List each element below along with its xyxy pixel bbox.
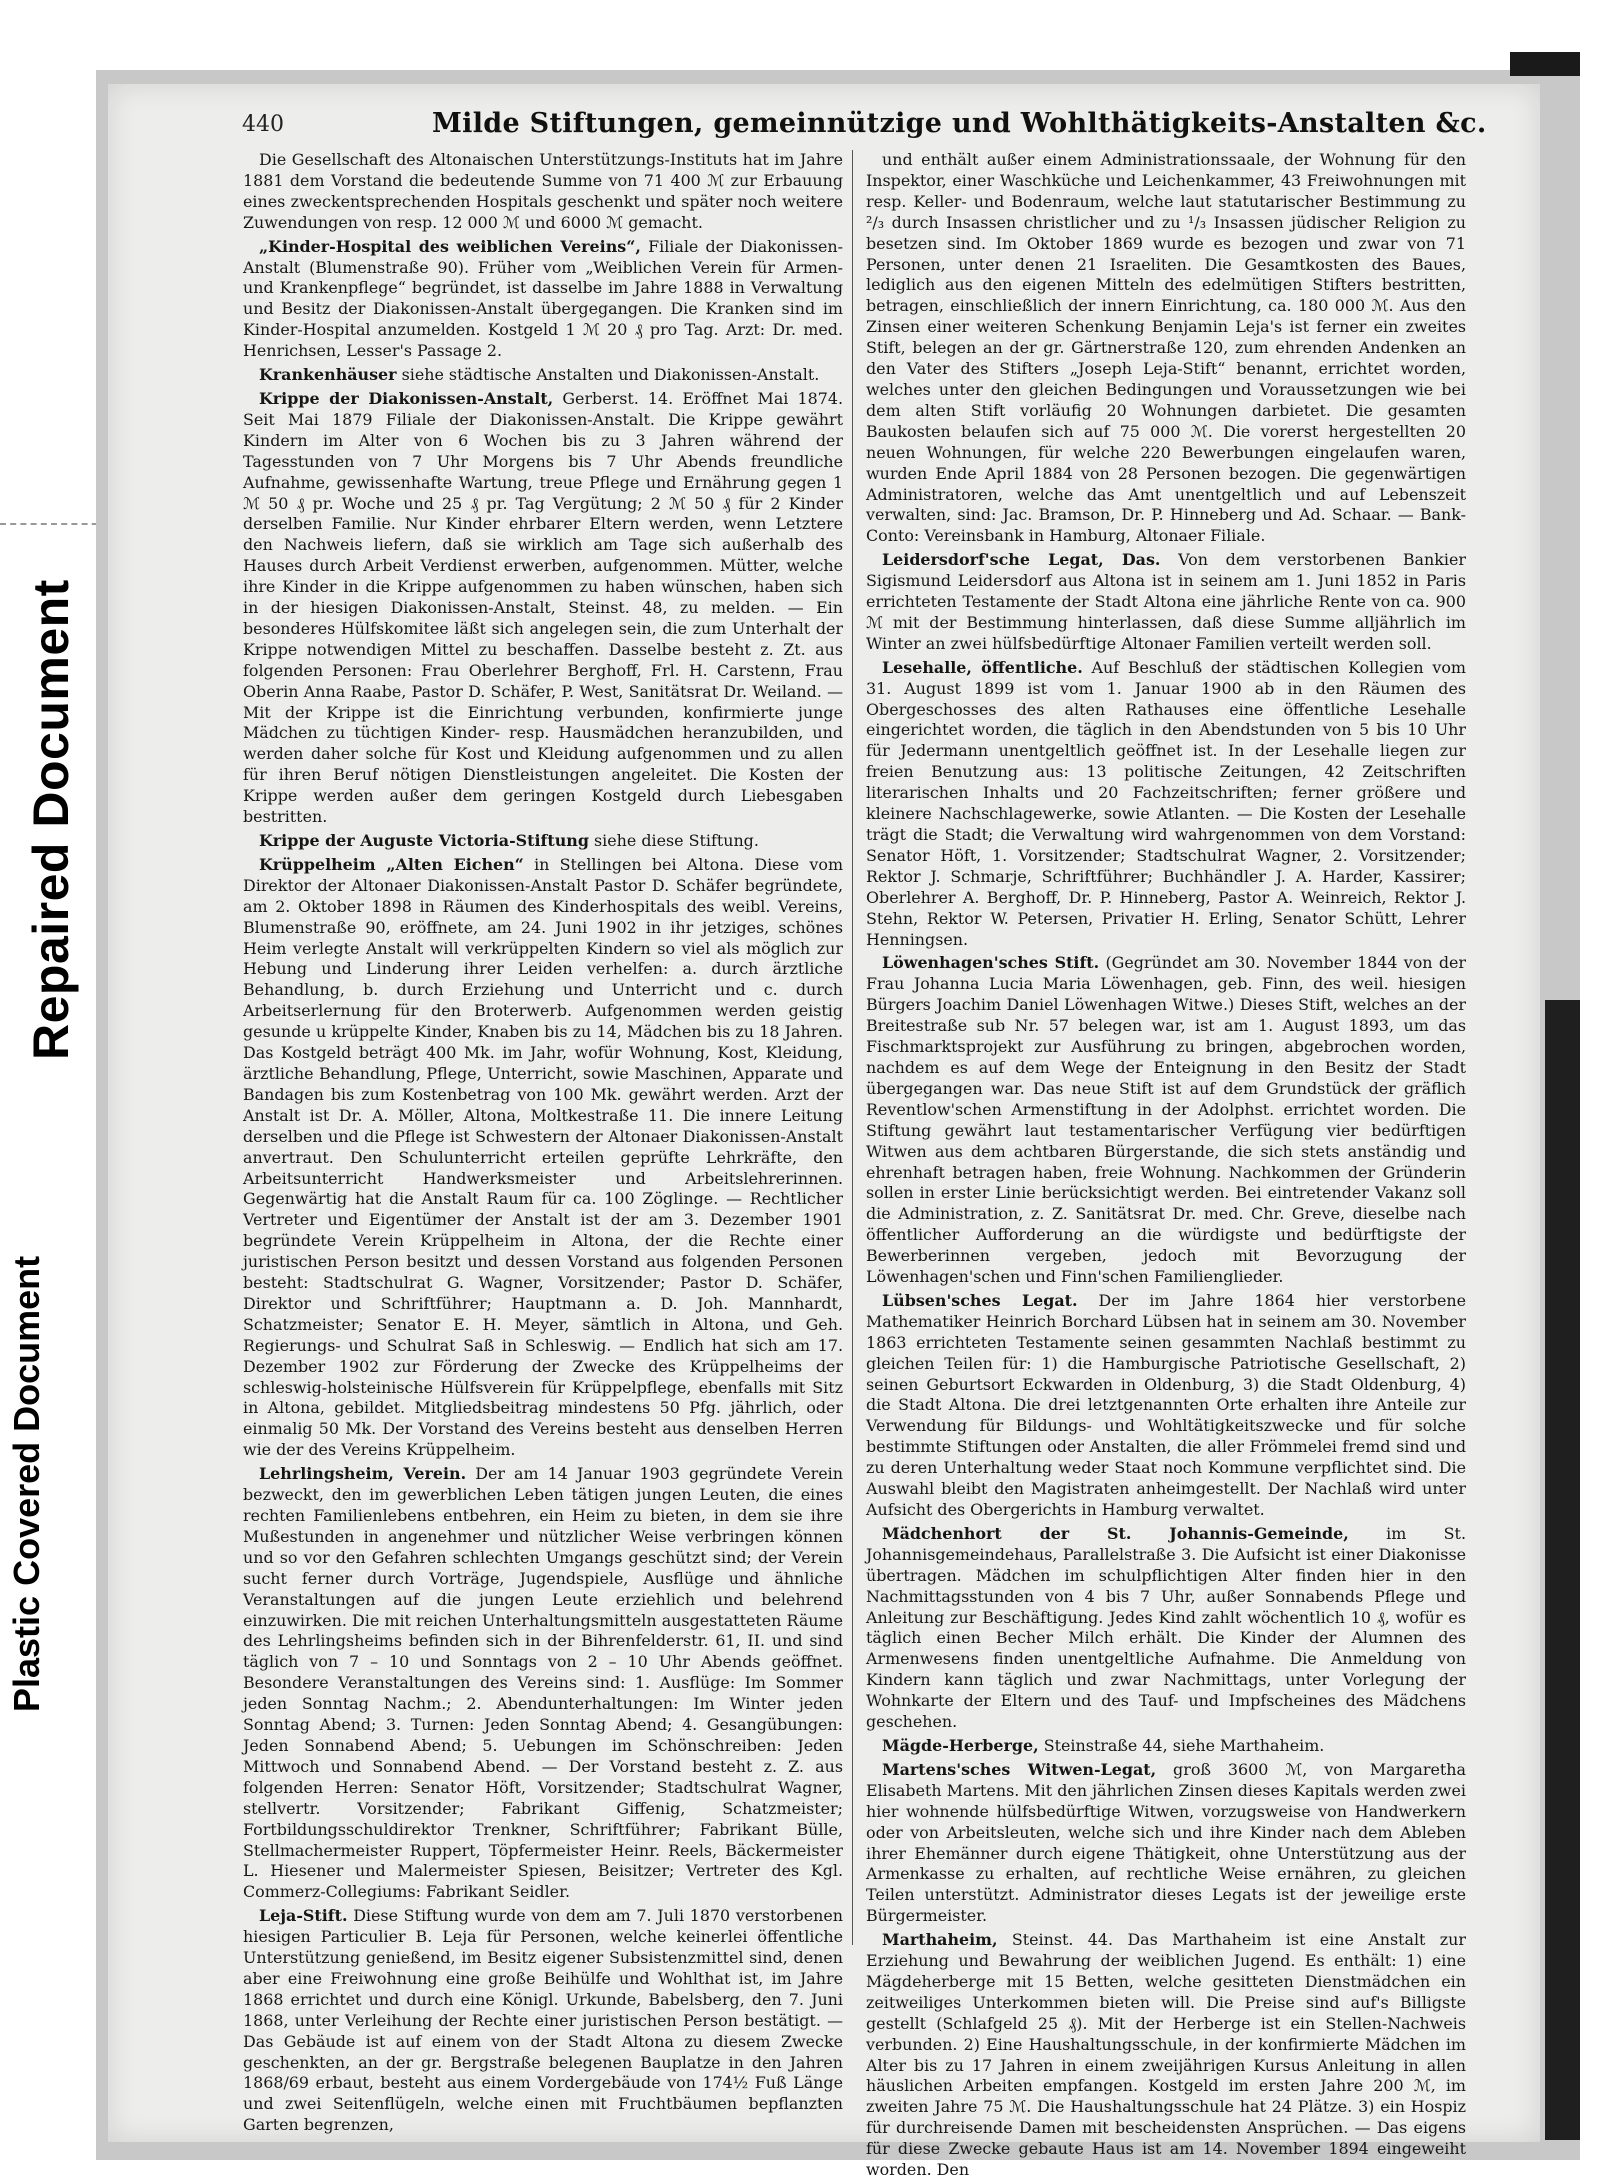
plastic-covered-document-label: Plastic Covered Document	[6, 1255, 47, 1712]
entry-text: Steinst. 44. Das Marthaheim ist eine Anstalt zur Erziehung und Bewahrung der weiblichen Jugend. Es enthält: 1) eine Mägdeherberge mit 15 Betten, welche gesitteten Dienstmädchen ein zeitweiliges Unterkommen bieten will. Die Preise sind auf's Billigste gestellt (Schlafgeld 25 ₰). Mit der Herberge ist ein Stellen-Nachweis verbunden. 2) Eine Haushaltungsschule, in der konfirmierte Mädchen im Alter bis zu 17 Jahren in einem zweijährigen Kursus Anleitung in allen häuslichen Arbeiten empfangen. Kostgeld im ersten Jahre 200 ℳ, im zweiten Jahre 75 ℳ. Die Haushaltungsschule hat 24 Plätze. 3) ein Hospiz für durchreisende Damen mit bescheidensten Ansprüchen. — Das eigens für diese Zwecke gebaute Haus ist am 14. November 1894 eingeweiht worden. Den	[866, 1930, 1466, 2180]
paragraph	[866, 150, 1466, 547]
column-divider	[852, 150, 853, 1945]
entry-text: Gerberst. 14. Eröffnet Mai 1874. Seit Mai 1879 Filiale der Diakonissen-Anstalt. Die Krippe gewährt Kindern im Alter von 6 Wochen bis zu 3 Jahren während der Tagesstunden von 7 Uhr Morgens bis 7 Uhr Abends freundliche Aufnahme, gewissenhafte Wartung, treue Pflege und Ernährung gegen 1 ℳ 50 ₰ pr. Woche und 25 ₰ pr. Tag Vergütung; 2 ℳ 50 ₰ für 2 Kinder derselben Familie. Nur Kinder ehrbarer Eltern werden, wenn Letztere den Nachweis liefern, daß sie wirklich am Tage sich außerhalb des Hauses durch Arbeit Verdienst erwerben, aufgenommen. Mütter, welche ihre Kinder in die Krippe aufgenommen zu haben wünschen, haben sich in der hiesigen Diakonissen-Anstalt, Steinst. 48, zu melden. — Ein besonderes Hülfskomitee läßt sich angelegen sein, die zum Unterhalt der Krippe notwendigen Mittel zu beschaffen. Dasselbe besteht z. Zt. aus folgenden Personen: Frau Oberlehrer Berghoff, Frl. H. Carstenn, Frau Oberin Anna Raabe, Pastor D. Schäfer, P. West, Sanitätsrat Dr. Weiland. — Mit der Krippe ist die Einrichtung verbunden, konfirmierte junge Mädchen zu tüchtigen Kinder- resp. Hausmädchen heranzubilden, und werden daher solche für Kost und Kleidung aufgenommen und zu allen für ihren Beruf nötigen Dienstleistungen angeleitet. Die Kosten der Krippe werden außer dem geringen Kostgeld durch Liebesgaben bestritten.	[243, 388, 843, 827]
right-text-column	[866, 150, 1466, 2184]
paragraph	[243, 1906, 843, 2136]
entry-heading: Leidersdorf'sche Legat, Das.	[882, 550, 1161, 570]
paragraph	[243, 831, 843, 852]
paragraph	[243, 237, 843, 362]
entry-text: groß 3600 ℳ, von Margaretha Elisabeth Martens. Mit den jährlichen Zinsen dieses Kapitals werden zwei hier wohnende hülfsbedürftige Witwen, vorzugsweise von Handwerkern oder von Arbeitsleuten, welche sich und ihre Kinder nach dem Ableben ihrer Ehemänner durch eigene Thätigkeit, ohne Unterstützung aus der Armenkasse zu erhalten, auf rechtliche Weise ernähren, zu gleichen Teilen unterstützt. Administrator dieses Legats ist der jeweilige erste Bürgermeister.	[866, 1759, 1466, 1926]
entry-heading: Lesehalle, öffentliche.	[882, 657, 1083, 677]
paragraph	[243, 365, 843, 386]
paragraph	[243, 855, 843, 1461]
paragraph	[866, 1930, 1466, 2181]
entry-heading: Krippe der Auguste Victoria-Stiftung	[259, 831, 589, 850]
entry-heading: Krüppelheim „Alten Eichen“	[259, 854, 524, 874]
entry-heading: Leja-Stift.	[259, 1906, 348, 1926]
entry-heading: „Kinder-Hospital des weiblichen Vereins“,	[259, 236, 641, 256]
paragraph	[866, 1760, 1466, 1927]
scan-edge-shadow	[1510, 52, 1580, 76]
running-title: Milde Stiftungen, gemeinnützige und Wohlthätigkeits-Anstalten &c.	[432, 108, 1487, 139]
entry-heading: Marthaheim,	[882, 1930, 998, 1950]
paragraph	[866, 658, 1466, 951]
entry-heading: Krankenhäuser	[259, 365, 397, 385]
paragraph	[866, 1736, 1466, 1757]
paragraph	[866, 550, 1466, 655]
entry-text: Der am 14 Januar 1903 gegründete Verein bezweckt, den im gewerblichen Leben tätigen jungen Leuten, die eines rechten Familienlebens entbehren, ein Heim zu bieten, in dem sie ihre Mußestunden in angenehmer und nützlicher Weise verbringen können und so vor den Gefahren schlechten Umgangs geschützt sind; der Verein sucht ferner durch Vorträge, Jugendspiele, Ausflüge und ähnliche Veranstaltungen auf die jungen Leute erziehlich und belehrend einzuwirken. Die mit reichen Unterhaltungsmitteln ausgestatteten Räume des Lehrlingsheims befinden sich in der Bihrenfelderstr. 61, II. und sind täglich von 7 – 10 und Sonntags von 2 – 10 Uhr Abends geöffnet. Besondere Veranstaltungen des Vereins sind: 1. Ausflüge: Im Sommer jeden Sonntag Nachm.; 2. Abendunterhaltungen: Im Winter jeden Sonntag Abend; 3. Turnen: Jeden Sonntag Abend; 4. Gesangübungen: Jeden Sonnabend Abend; 5. Uebungen im Schönschreiben: Jeden Mittwoch und Sonnabend Abend. — Der Vorstand besteht z. Z. aus folgenden Herren: Senator Höft, Vorsitzender; Stadtschulrat Wagner, stellvertr. Vorsitzender; Fabrikant Giffenig, Schatzmeister; Fortbildungsschuldirektor Trenkner, Schriftführer; Fabrikant Bülle, Stellmachermeister Ruppert, Töpfermeister Heinr. Reels, Bäckermeister L. Hiesener und Malermeister Spiesen, Beisitzer; Vertreter des Kgl. Commerz-Collegiums: Fabrikant Seidler.	[243, 1464, 843, 1902]
entry-heading: Krippe der Diakonissen-Anstalt,	[259, 388, 554, 408]
paragraph	[243, 389, 843, 828]
repaired-document-label: Repaired Document	[23, 579, 79, 1060]
cut-guide-line	[0, 523, 108, 525]
entry-heading: Lübsen'sches Legat.	[882, 1290, 1078, 1310]
entry-text: in Stellingen bei Altona. Diese vom Direktor der Altonaer Diakonissen-Anstalt Pastor D. Schäfer begründete, am 2. Oktober 1898 in Räumen des Kinderhospitals des weibl. Vereins, Blumenstraße 90, eröffnete, am 24. Juni 1902 in ihr jetziges, schönes Heim verlegte Anstalt will verkrüppelten Kindern so viel als möglich zur Hebung und Linderung ihrer Leiden verhelfen: a. durch ärztliche Behandlung, b. durch Erziehung und Unterricht und c. durch Arbeitserlernung für den Broterwerb. Aufgenommen werden geistig gesunde u krüppelte Kinder, Knaben bis zu 14, Mädchen bis zu 18 Jahren. Das Kostgeld beträgt 400 Mk. im Jahr, wofür Wohnung, Kost, Kleidung, ärztliche Behandlung, Pflege, Unterricht, sowie Maschinen, Apparate und Bandagen bis zum Kostenbetrag von 100 Mk. gewährt werden. Arzt der Anstalt ist Dr. A. Möller, Altona, Moltkestraße 11. Die innere Leitung derselben und die Pflege ist Schwestern der Altonaer Diakonissen-Anstalt anvertraut. Den Schulunterricht erteilen geprüfte Lehrkräfte, den Arbeitsunterricht Handwerksmeister und Arbeitslehrerinnen. Gegenwärtig hat die Anstalt Raum für ca. 100 Zöglinge. — Rechtlicher Vertreter und Eigentümer der Anstalt ist der am 3. Dezember 1901 begründete Verein Krüppelheim in Altona, der die Rechte einer juristischen Person besitzt und dessen Vorstand aus folgenden Personen besteht: Stadtschulrat G. Wagner, Vorsitzender; Pastor D. Schäfer, Direktor und Schriftführer; Hauptmann a. D. Joh. Mannhardt, Schatzmeister; Senator E. H. Meyer, sämtlich in Altona, und Geh. Regierungs- und Schulrat Saß in Schleswig. — Endlich hat sich am 17. Dezember 1902 zur Förderung der Zwecke des Krüppelheims der schleswig-holsteinische Hülfsverein für Krüppelpflege, ebenfalls mit Sitz in Altona, gebildet. Mitgliedsbeitrag mindestens 50 Pfg. jährlich, oder einmalig 50 Mk. Der Vorstand des Vereins besteht aus denselben Herren wie der des Vereins Krüppelheim.	[243, 854, 844, 1460]
entry-text: siehe diese Stiftung.	[588, 831, 759, 850]
paragraph	[243, 1464, 843, 1903]
scan-edge-shadow-right	[1545, 1000, 1580, 2140]
entry-text: und enthält außer einem Administrationssaale, der Wohnung für den Inspektor, einer Waschküche und Leichenkammer, 43 Freiwohnungen mit resp. Keller- und Bodenraum, welche laut statutarischer Bestimmung zu ²/₃ durch Insassen christlicher und zu ¹/₃ Insassen jüdischer Religion zu besetzen sind. Im Oktober 1869 wurde es bezogen und zwar von 71 Personen, unter denen 21 Israeliten. Die Gesamtkosten des Baues, lediglich aus den eigenen Mitteln des edelmütigen Stifters bestritten, betragen, einschließlich der innern Einrichtung, ca. 180 000 ℳ. Aus den Zinsen einer weiteren Schenkung Benjamin Leja's ist ferner ein zweites Stift, belegen an der gr. Gärtnerstraße 120, zum ehrenden Andenken an den Vater des Stifters „Joseph Leja-Stift“ benannt, errichtet worden, welches unter den gleichen Bedingungen und Voraussetzungen wie bei dem alten Stift vorläufig 20 Wohnungen darbietet. Die gesamten Baukosten belaufen sich auf 75 000 ℳ. Die vorerst hergestellten 20 neuen Wohnungen, für welche 220 Bewerbungen eingelaufen waren, wurden Ende April 1884 von 28 Personen bezogen. Die gegenwärtigen Administratoren, welche das Amt unentgeltlich und auf Lebenszeit verwalten, sind: Jac. Bramson, Dr. P. Hinneberg und Ad. Schaar. — Bank-Conto: Vereinsbank in Hamburg, Altonaer Filiale.	[866, 150, 1466, 546]
paragraph	[866, 1291, 1466, 1521]
entry-heading: Mägde-Herberge,	[882, 1735, 1039, 1755]
entry-heading: Löwenhagen'sches Stift.	[882, 953, 1100, 973]
entry-text: Diese Stiftung wurde von dem am 7. Juli 1870 verstorbenen hiesigen Particulier B. Leja für Personen, welche keinerlei öffentliche Unterstützung genießend, im Besitz eigener Subsistenzmittel sind, denen aber eine Freiwohnung eine große Beihülfe und Wohlthat ist, im Jahre 1868 errichtet und durch eine Königl. Urkunde, Babelsberg, den 7. Juni 1868, unter Verleihung der Rechte einer juristischen Person bestätigt. — Das Gebäude ist auf einem von der Stadt Altona zu diesem Zwecke geschenkten, an der gr. Bergstraße belegenen Bauplatze in den Jahren 1868/69 erbaut, besteht aus einem Vordergebäude von 174½ Fuß Länge und zwei Seitenflügeln, welche einen mit Fruchtbäumen bepflanzten Garten begrenzen,	[243, 1906, 843, 2135]
entry-text: Steinstraße 44, siehe Marthaheim.	[1038, 1735, 1325, 1755]
entry-text: Auf Beschluß der städtischen Kollegien vom 31. August 1899 ist vom 1. Januar 1900 ab in den Räumen des Obergeschosses des alten Rathauses eine öffentliche Lesehalle eingerichtet worden, die täglich in den Abendstunden von 5 bis 10 Uhr für Jedermann unentgeltlich geöffnet ist. In der Lesehalle liegen zur freien Benutzung aus: 13 politische Zeitungen, 42 Zeitschriften literarischen Inhalts und 20 Fachzeitschriften; ferner größere und kleinere Nachschlagewerke, sowie Atlanten. — Die Kosten der Lesehalle trägt die Stadt; die Verwaltung wird wahrgenommen von dem Vorstand: Senator Höft, 1. Vorsitzender; Stadtschulrat Wagner, 2. Vorsitzender; Rektor J. Schmarje, Schriftführer; Buchhändler J. A. Harder, Kassirer; Oberlehrer A. Berghoff, Dr. P. Hinneberg, Pastor A. Weinreich, Rektor J. Stehn, Rektor W. Petersen, Privatier H. Erling, Senator Schütt, Lehrer Henningsen.	[866, 657, 1466, 949]
entry-text: siehe städtische Anstalten und Diakonissen-Anstalt.	[396, 365, 820, 385]
paragraph	[243, 150, 843, 234]
left-text-column	[243, 150, 843, 2139]
entry-text: Der im Jahre 1864 hier verstorbene Mathematiker Heinrich Borchard Lübsen hat in seinem am 30. November 1863 errichteten Testamente seinen gesammten Nachlaß bestimmt zu gleichen Teilen für: 1) die Hamburgische Patriotische Gesellschaft, 2) seinen Geburtsort Eckwarden in Oldenburg, 3) die Stadt Oldenburg, 4) die Stadt Altona. Die drei letztgenannten Orte erhalten ihre Anteile zur Verwendung für Bildungs- und Wohltätigkeitszwecke und für solche bestimmte Stiftungen oder Anstalten, die aller Frömmelei fremd sind und zu deren Unterhaltung weder Staat noch Kommune verpflichtet sind. Die Auswahl bleibt den Magistraten anheimgestellt. Der Nachlaß wird unter Aufsicht des Obergerichts in Hamburg verwaltet.	[866, 1290, 1466, 1519]
entry-text: im St. Johannisgemeindehaus, Parallelstraße 3. Die Aufsicht ist einer Diakonisse übertragen. Mädchen im schulpflichtigen Alter finden hier in den Nachmittagsstunden von 4 bis 7 Uhr, außer Sonnabends Pflege und Anleitung zur Beschäftigung. Jedes Kind zahlt wöchentlich 10 ₰, wofür es täglich einen Becher Milch erhält. Die Kinder der Alumnen des Armenwesens finden unentgeltliche Aufnahme. Die Anmeldung von Kindern kann täglich und zwar Nachmittags, unter Vorlegung der Wohnkarte der Eltern und des Tauf- und Impfscheines des Mädchens geschehen.	[866, 1523, 1466, 1732]
entry-text: (Gegründet am 30. November 1844 von der Frau Johanna Lucia Maria Löwenhagen, geb. Finn, des weil. hiesigen Bürgers Joachim Daniel Löwenhagen Witwe.) Dieses Stift, welches an der Breitestraße sub Nr. 57 belegen war, ist am 1. August 1893, um das Fischmarktsprojekt zur Ausführung zu bringen, abgebrochen worden, nachdem es auf dem Wege der Enteignung in den Besitz der Stadt übergegangen war. Das neue Stift ist auf dem Grundstück der gräflich Reventlow'schen Armenstiftung in der Adolphst. errichtet worden. Die Stiftung gewährt laut testamentarischer Verfügung vier bedürftigen Witwen aus dem achtbaren Bürgerstande, die sich stets anständig und ehrenhaft betragen haben, freie Wohnung. Nachkommen der Gründerin sollen in erster Linie berücksichtigt werden. Bei eintretender Vakanz soll die Administration, z. Z. Sanitätsrat Dr. med. Chr. Greve, dieselbe nach öffentlicher Aufforderung an die würdigste und bedürftigste der Bewerberinnen vergeben, jedoch mit Bevorzugung der Löwenhagen'schen und Finn'schen Familienglieder.	[866, 953, 1466, 1287]
entry-text: Die Gesellschaft des Altonaischen Unterstützungs-Instituts hat im Jahre 1881 dem Vorstand die bedeutende Summe von 71 400 ℳ zur Erbauung eines zweckentsprechenden Hospitals geschenkt und später noch weitere Zuwendungen von resp. 12 000 ℳ und 6000 ℳ gemacht.	[243, 150, 843, 232]
entry-text: Filiale der Diakonissen-Anstalt (Blumenstraße 90). Früher vom „Weiblichen Verein für Armen- und Krankenpflege“ begründet, ist dasselbe im Jahre 1888 in Verwaltung und Besitz der Diakonissen-Anstalt übergegangen. Die Kranken sind im Kinder-Hospital anzumelden. Kostgeld 1 ℳ 20 ₰ pro Tag. Arzt: Dr. med. Henrichsen, Lesser's Passage 2.	[243, 236, 844, 361]
entry-text: Von dem verstorbenen Bankier Sigismund Leidersdorf aus Altona ist in seinem am 1. Juni 1852 in Paris errichteten Testamente der Stadt Altona eine jährliche Rente von ca. 900 ℳ mit der Bestimmung hinterlassen, daß diese Summe alljährlich im Winter an zwei hülfsbedürftige Altonaer Familien verteilt werden soll.	[866, 550, 1466, 653]
page-number: 440	[242, 112, 284, 137]
entry-heading: Mädchenhort der St. Johannis-Gemeinde,	[882, 1523, 1349, 1543]
paragraph	[866, 953, 1466, 1288]
entry-heading: Martens'sches Witwen-Legat,	[882, 1759, 1157, 1779]
paragraph	[866, 1524, 1466, 1733]
entry-heading: Lehrlingsheim, Verein.	[259, 1464, 467, 1484]
page-header	[132, 108, 1532, 148]
